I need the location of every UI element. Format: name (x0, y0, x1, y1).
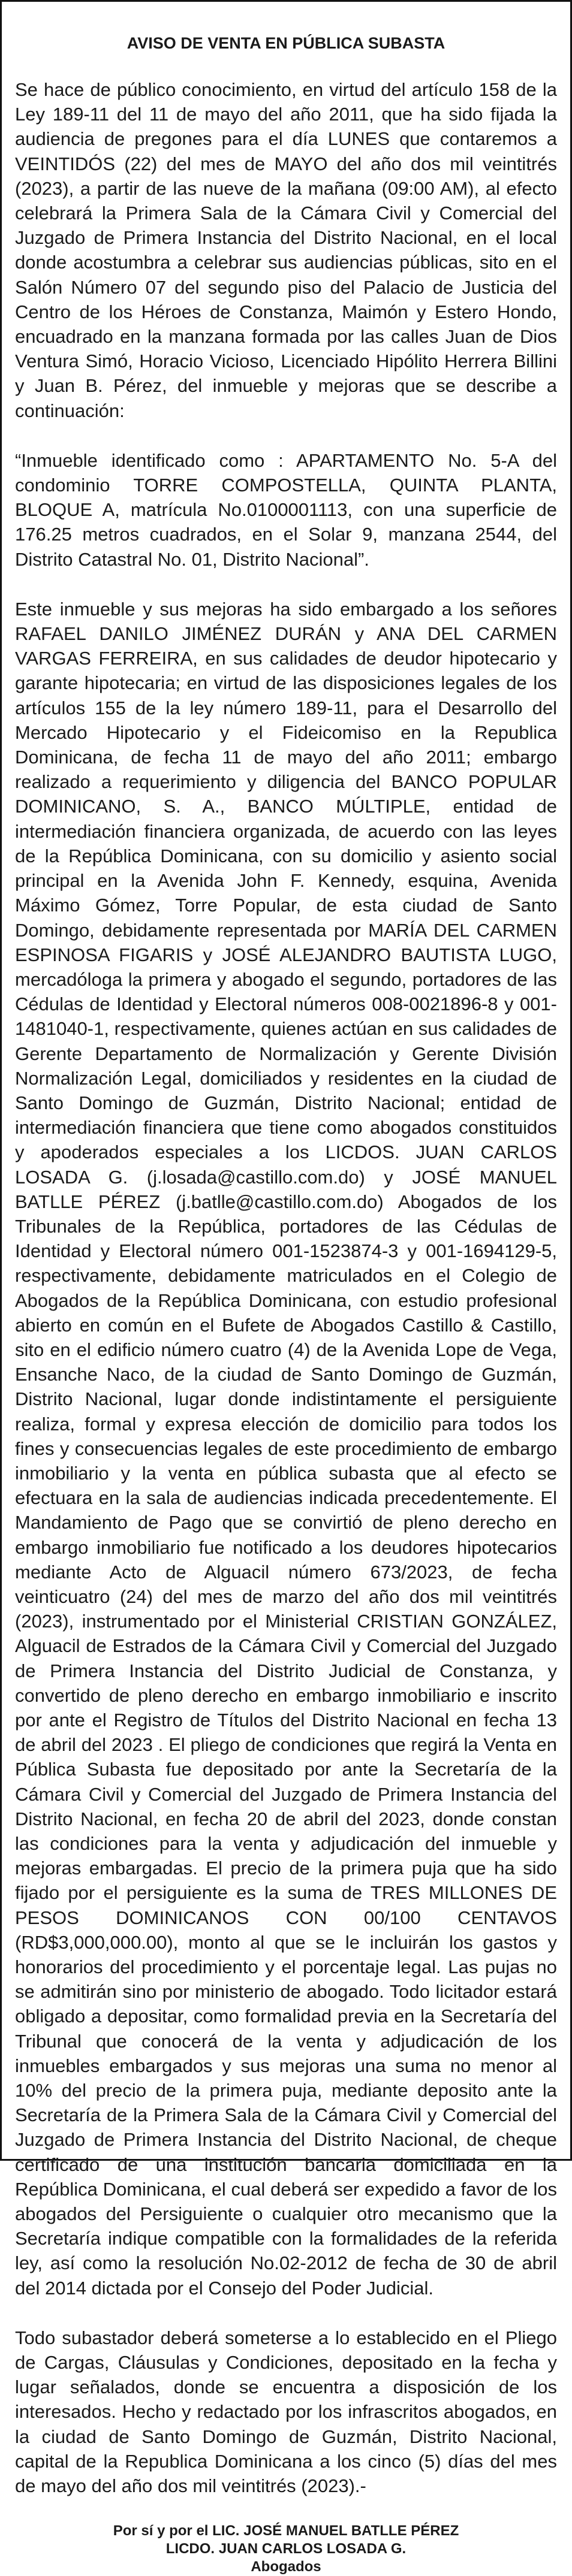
signature-block (15, 2522, 557, 2576)
notice-paragraph-closing: Todo subastador deberá someterse a lo establecido en el Pliego de Cargas, Cláusulas y Condiciones, depositado en la fecha y lugar señalados, donde se encuentra a disposición de los interesados. Hecho y redactado por los infrascritos abogados, en la ciudad de Santo Domingo de Guzmán, Distrito Nacional, capital de la Republica Dominicana a los cinco (5) días del mes de mayo del año dos mil veintitrés (2023).- (15, 2327, 557, 2497)
notice-paragraph-intro: Se hace de público conocimiento, en virtud del artículo 158 de la Ley 189-11 del 11 de mayo del año 2011, que ha sido fijada la audiencia de pregones para el día LUNES que contaremos a VEINTIDÓS (22) del mes de MAYO del año dos mil veintitrés (2023), a partir de las nueve de la mañana (09:00 AM), al efecto celebrará la Primera Sala de la Cámara Civil y Comercial del Juzgado de Primera Instancia del Distrito Nacional, en el local donde acostumbra a celebrar sus audiencias públicas, sito en el Salón Número 07 del segundo piso del Palacio de Justicia del Centro de los Héroes de Constanza, Maimón y Estero Hondo, encuadrado en la manzana formada por las calles Juan de Dios Ventura Simó, Horacio Vicioso, Licenciado Hipólito Herrera Billini y Juan B. Pérez, del inmueble y mejoras que se describe a continuación: (15, 79, 557, 421)
notice-title: AVISO DE VENTA EN PÚBLICA SUBASTA (127, 34, 445, 52)
signature-line-1: Por sí y por el LIC. JOSÉ MANUEL BATLLE PÉREZ (113, 2523, 459, 2539)
notice-paragraph-property: “Inmueble identificado como : APARTAMENTO No. 5-A del condominio TORRE COMPOSTELLA, QUINTA PLANTA, BLOQUE A, matrícula No.0100001113, con una superficie de 176.25 metros cuadrados, en el Solar 9, manzana 2544, del Distrito Catastral No. 01, Distrito Nacional”. (15, 449, 557, 570)
signature-line-3: Abogados (251, 2559, 321, 2575)
signature-line-2: LICDO. JUAN CARLOS LOSADA G. (165, 2541, 407, 2557)
notice-paragraph-embargo: Este inmueble y sus mejoras ha sido embargado a los señores RAFAEL DANILO JIMÉNEZ DURÁN y ANA DEL CARMEN VARGAS FERREIRA, en sus calidades de deudor hipotecario y garante hipotecaria; en virtud de las disposiciones legales de los artículos 155 de la ley número 189-11, para el Desarrollo del Mercado Hipotecario y el Fideicomiso en la Republica Dominicana, de fecha 11 de mayo del año 2011; embargo realizado a requerimiento y diligencia del BANCO POPULAR DOMINICANO, S. A., BANCO MÚLTIPLE, entidad de intermediación financiera organizada, de acuerdo con las leyes de la República Dominicana, con su domicilio y asiento social principal en la Avenida John F. Kennedy, esquina, Avenida Máximo Gómez, Torre Popular, de esta ciudad de Santo Domingo, debidamente representada por MARÍA DEL CARMEN ESPINOSA FIGARIS y JOSÉ ALEJANDRO BAUTISTA LUGO, mercadóloga la primera y abogado el segundo, portadores de las Cédulas de Identidad y Electoral números 008-0021896-8 y 001-1481040-1, respectivamente, quienes actúan en sus calidades de Gerente Departamento de Normalización y Gerente División Normalización Legal, domiciliados y residentes en la ciudad de Santo Domingo de Guzmán, Distrito Nacional; entidad de intermediación financiera que tiene como abogados constituidos y apoderados especiales a los LICDOS. JUAN CARLOS LOSADA G. (j.losada@castillo.com.do) y JOSÉ MANUEL BATLLE PÉREZ (j.batlle@castillo.com.do) Abogados de los Tribunales de la República, portadores de las Cédulas de Identidad y Electoral número 001-1523874-3 y 001-1694129-5, respectivamente, debidamente matriculados en el Colegio de Abogados de la República Dominicana, con estudio profesional abierto en común en el Bufete de Abogados Castillo & Castillo, sito en el edificio número cuatro (4) de la Avenida Lope de Vega, Ensanche Naco, de la ciudad de Santo Domingo de Guzmán, Distrito Nacional, lugar donde indistintamente el persiguiente realiza, formal y expresa elección de domicilio para todos los fines y consecuencias legales de este procedimiento de embargo inmobiliario y la venta en pública subasta que al efecto se efectuara en la sala de audiencias indicada precedentemente. El Mandamiento de Pago que se convirtió de pleno derecho en embargo inmobiliario fue notificado a los deudores hipotecarios mediante Acto de Alguacil número 673/2023, de fecha veinticuatro (24) del mes de marzo del año dos mil veintitrés (2023), instrumentado por el Ministerial CRISTIAN GONZÁLEZ, Alguacil de Estrados de la Cámara Civil y Comercial del Juzgado de Primera Instancia del Distrito Judicial de Constanza, y convertido de pleno derecho en embargo inmobiliario e inscrito por ante el Registro de Títulos del Distrito Nacional en fecha 13 de abril del 2023 . El pliego de condiciones que regirá la Venta en Pública Subasta fue depositado por ante la Secretaría de la Cámara Civil y Comercial del Juzgado de Primera Instancia del Distrito Nacional, en fecha 20 de abril del 2023, donde constan las condiciones para la venta y adjudicación del inmueble y mejoras embargadas. El precio de la primera puja que ha sido fijado por el persiguiente es la suma de TRES MILLONES DE PESOS DOMINICANOS CON 00/100 CENTAVOS (RD$3,000,000.00), monto al que se le incluirán los gastos y honorarios del procedimiento y el porcentaje legal. Las pujas no se admitirán sino por ministerio de abogado. Todo licitador estará obligado a depositar, como formalidad previa en la Secretaría del Tribunal que conocerá de la venta y adjudicación de los inmuebles embargados y sus mejoras una suma no menor al 10% del precio de la primera puja, mediante deposito ante la Secretaría de la Primera Sala de la Cámara Civil y Comercial del Juzgado de Primera Instancia del Distrito Nacional, de cheque certificado de una institución bancaria domiciliada en la República Dominicana, el cual deberá ser expedido a favor de los abogados del Persiguiente o cualquier otro mecanismo que la Secretaría indique compatible con la formalidades de la referida ley, así como la resolución No.02-2012 de fecha de 30 de abril del 2014 dictada por el Consejo del Poder Judicial. (15, 598, 557, 2299)
